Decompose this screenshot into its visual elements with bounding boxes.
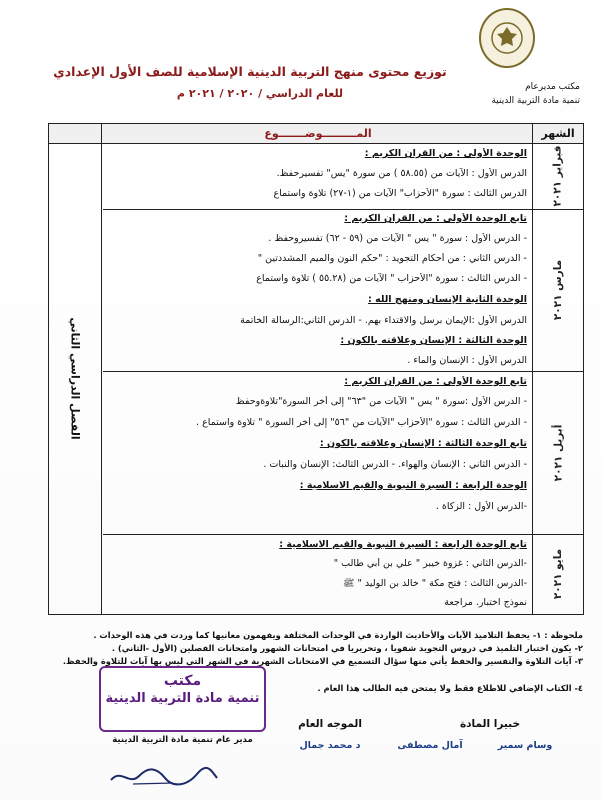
office-line-1: مكتب مديرعام (525, 82, 580, 92)
lesson-line: الدرس الأول : الآيات من (٥٨.٥٥ ) من سورة "يس" تفسيرحفظ. (276, 168, 527, 179)
lesson-line: -الدرس الثالث : فتح مكة " خالد بن الوليد " ﷺ (343, 578, 527, 589)
unit-heading: الوحدة الثالثة : الإنسان وعلاقته بالكون : (340, 335, 527, 346)
column-divider (101, 124, 102, 614)
office-stamp (99, 666, 266, 732)
lesson-line: الدرس الأول : الإنسان والماء . (407, 355, 527, 366)
lesson-line: - الدرس الثالث : سورة "الأحزاب " الآيات من (٥٥.٢٨ ) تلاوة واستماع (256, 273, 527, 284)
lesson-line: -الدرس الثاني : غزوة خيبر " علي بن أبي طالب " (333, 558, 527, 569)
month-cell-february (533, 143, 583, 209)
month-cell-may (533, 534, 583, 614)
lesson-line: - الدرس الثاني : الإنسان والهواء. - الدرس الثالث: الإنسان والنبات . (263, 459, 527, 470)
table-header-row (49, 124, 583, 144)
month-cell-april (533, 371, 583, 534)
stamp-caption: مدير عام تنمية مادة التربية الدينية (112, 735, 253, 745)
row-divider (103, 209, 583, 210)
note-line: ٣- آيات التلاوة والتفسير والحفظ يأتي منها سؤال التسميع في الامتحانات الشهرية في الشهر التي ليس بها آيات للتلاوة والحفظ. (62, 656, 583, 666)
experts-title: خبيرا المادة (459, 718, 521, 730)
lesson-line: - الدرس الأول : سورة " يس " الآيات من (٥٩ - ٦٢) تفسيروحفظ . (268, 233, 527, 244)
unit-heading: تابع الوحدة الثالثة : الإنسان وعلاقته بالكون : (319, 438, 527, 449)
unit-heading: تابع الوحدة الأولى : من القرآن الكريم : (344, 213, 527, 224)
note-line: ٤- الكتاب الإضافي للاطلاع فقط ولا يمتحن فيه الطالب هذا العام . (317, 683, 583, 693)
lesson-line: نموذج اختبار. مراجعة (444, 597, 527, 608)
column-header-topic: المـــــــــوضـــــــوع (264, 127, 372, 140)
document-title: توزيع محتوى منهج التربية الدينية الإسلامية للصف الأول الإعدادي (53, 64, 447, 79)
note-line: ٢- يكون اختبار التلميذ في دروس التجويد شفويا ، وتحريريا في امتحانات الشهور وامتحانات الفصلين (الأول -الثاني) . (111, 643, 583, 653)
lesson-line: - الدرس الثاني : من أحكام التجويد : "حكم النون والميم المشددتين " (257, 253, 527, 264)
lesson-line: الدرس الثالث : سورة "الأحزاب" الآيات من (١-٢٧) تلاوة واستماع (273, 188, 527, 199)
month-cell-march (533, 209, 583, 371)
lesson-line: - الدرس الثالث : سورة "الأحزاب "الآيات من "٥٦" إلى أخر السورة " تلاوة واستماع . (196, 417, 527, 428)
office-line-2: تنمية مادة التربية الدينية (491, 96, 580, 106)
unit-heading: الوحدة الثانية الإنسان ومنهج الله : (367, 294, 527, 305)
note-line: ملحوظة : ١- يحفظ التلاميذ الآيات والأحاديث الواردة في الوحدات المختلفة ويفهمون معانيها كما وردت في هذه الوحدات . (93, 630, 583, 640)
unit-heading: تابع الوحدة الأولى : من القرآن الكريم : (344, 376, 527, 387)
unit-heading: الوحدة الأولى : من القرآن الكريم : (364, 148, 527, 159)
ministry-logo (479, 8, 535, 68)
lesson-line: -الدرس الأول : الزكاة . (435, 501, 527, 512)
month-label: أبريل ٢٠٢١ (552, 424, 564, 481)
expert-name: وسام سمير (497, 740, 553, 751)
academic-year: للعام الدراسي / ٢٠٢٠ / ٢٠٢١ م (176, 87, 344, 100)
lesson-line: الدرس الأول :الإيمان برسل والاقتداء بهم. - الدرس الثاني:الرسالة الخاتمة (240, 315, 527, 326)
month-label: مايو ٢٠٢١ (551, 548, 564, 600)
unit-heading: الوحدة الرابعة : السيرة النبوية والقيم الاسلامية : (299, 480, 527, 491)
month-label: فبراير ٢٠٢١ (551, 145, 564, 207)
handwritten-signature (103, 762, 223, 790)
expert-name: آمال مصطفى (397, 740, 463, 751)
month-label: مارس ٢٠٢١ (552, 259, 564, 321)
column-header-month: الشهر (532, 124, 583, 143)
term-label-cell (49, 143, 101, 614)
row-divider (103, 371, 583, 372)
stamp-line-2: تنمية مادة التربية الدينية (105, 691, 260, 706)
unit-heading: تابع الوحدة الرابعة : السيرة النبوية والقيم الاسلامية : (279, 539, 527, 550)
supervisor-name: د محمد جمال (299, 740, 361, 751)
lesson-line: - الدرس الأول :سورة " يس " الآيات من "٦٣" إلى أخر السورة"تلاوةوحفظ (235, 396, 527, 407)
stamp-line-1: مكتب (163, 673, 202, 689)
row-divider (103, 534, 583, 535)
eagle-emblem-icon (490, 21, 524, 55)
term-label: الفصل الدراسي الثاني (68, 317, 82, 440)
curriculum-table (48, 123, 584, 615)
supervisor-title: الموجه العام (298, 718, 362, 730)
